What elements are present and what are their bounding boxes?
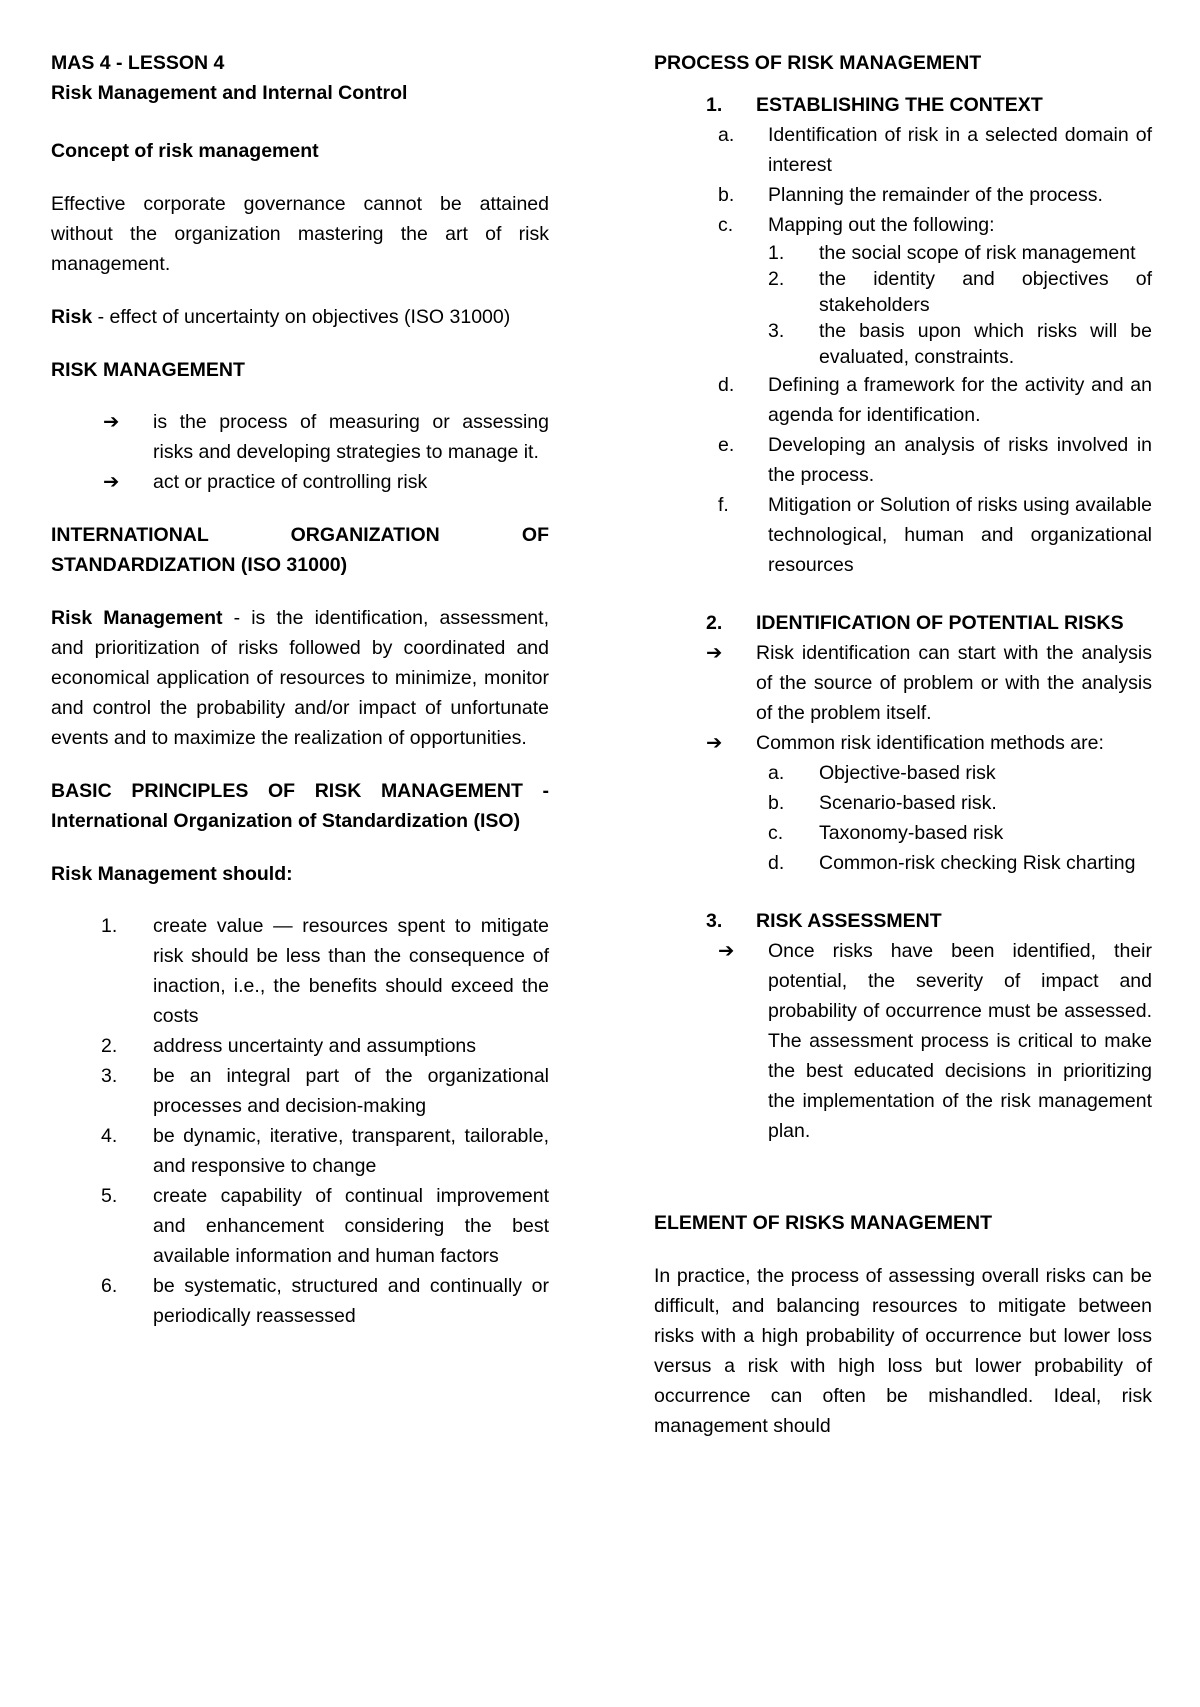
list-item: 1. create value — resources spent to mitigate risk should be less than the consequence of inaction, i.e., the benefits should exceed the costs bbox=[101, 915, 549, 1027]
list-item: ➔ Common risk identification methods are: bbox=[654, 728, 1152, 758]
risk-term: Risk bbox=[51, 306, 93, 328]
list-item: d. Common-risk checking Risk charting bbox=[768, 852, 1136, 874]
element-heading: ELEMENT OF RISKS MANAGEMENT bbox=[654, 1212, 993, 1234]
list-item: 6. be systematic, structured and continually or periodically reassessed bbox=[101, 1275, 549, 1327]
list-item: ➔ Once risks have been identified, their potential, the severity of impact and probability of occurrence must be assessed. The assessment process is critical to make the best educated decisions in prioritizing the implementation of the risk management plan. bbox=[654, 936, 1152, 1146]
subject-title: Risk Management and Internal Control bbox=[51, 82, 408, 104]
list-item: 1. the social scope of risk management bbox=[768, 242, 1136, 264]
list-item: 4. be dynamic, iterative, transparent, tailorable, and responsive to change bbox=[101, 1125, 549, 1177]
concept-heading: Concept of risk management bbox=[51, 140, 319, 162]
arrow-icon bbox=[706, 728, 722, 758]
rm-heading: RISK MANAGEMENT bbox=[51, 359, 245, 381]
iso-definition bbox=[51, 603, 549, 753]
list-item: 5. create capability of continual improvement and enhancement considering the best available information and human factors bbox=[101, 1185, 549, 1267]
risk-definition bbox=[51, 302, 549, 332]
process-heading: PROCESS OF RISK MANAGEMENT bbox=[654, 52, 982, 74]
left-column bbox=[51, 48, 549, 1331]
list-item: b. Scenario-based risk. bbox=[768, 792, 997, 814]
list-item: 3. the basis upon which risks will be evaluated, constraints. bbox=[768, 320, 1152, 368]
course-title: MAS 4 - LESSON 4 bbox=[51, 52, 225, 74]
list-item: c. Mapping out the following: bbox=[718, 214, 995, 236]
list-item: 2. address uncertainty and assumptions bbox=[101, 1035, 477, 1057]
risk-def: - effect of uncertainty on objectives (ISO 31000) bbox=[92, 306, 511, 328]
list-item: ➔ Risk identification can start with the analysis of the source of problem or with the analysis of the problem itself. bbox=[654, 638, 1152, 728]
list-item: a. Objective-based risk bbox=[768, 762, 996, 784]
list-item: ➔ act or practice of controlling risk bbox=[51, 467, 549, 497]
arrow-icon bbox=[718, 936, 734, 966]
list-item: 3. be an integral part of the organizational processes and decision-making bbox=[101, 1065, 549, 1117]
rm-bullet-list bbox=[51, 407, 549, 497]
arrow-icon bbox=[103, 407, 119, 437]
section-1-heading: 1. ESTABLISHING THE CONTEXT bbox=[706, 94, 1043, 116]
list-item: e. Developing an analysis of risks involved in the process. bbox=[718, 434, 1152, 486]
list-item: a. Identification of risk in a selected domain of interest bbox=[718, 124, 1152, 176]
list-item: b. Planning the remainder of the process. bbox=[718, 184, 1103, 206]
iso-def: - is the identification, assessment, and prioritization of risks followed by coordinated and economical application of resources to minimize, monitor and control the probability and/or impact of unfortunate events and to maximize the realization of opportunities. bbox=[51, 607, 549, 749]
arrow-icon bbox=[103, 467, 119, 497]
should-heading: Risk Management should: bbox=[51, 863, 293, 885]
concept-text: Effective corporate governance cannot be attained without the organization mastering the art of risk management. bbox=[51, 193, 549, 275]
list-item: 2. the identity and objectives of stakeholders bbox=[768, 268, 1152, 316]
iso-heading: INTERNATIONAL ORGANIZATION OF STANDARDIZATION (ISO 31000) bbox=[51, 524, 549, 576]
iso-term: Risk Management bbox=[51, 607, 223, 629]
element-text: In practice, the process of assessing overall risks can be difficult, and balancing resources to mitigate between risks with a high probability of occurrence but lower loss versus a risk with high loss but lower probability of occurrence can often be mishandled. Ideal, risk management should bbox=[654, 1265, 1152, 1437]
arrow-icon bbox=[706, 638, 722, 668]
list-item: ➔ is the process of measuring or assessing risks and developing strategies to manage it. bbox=[51, 407, 549, 467]
list-item: d. Defining a framework for the activity and an agenda for identification. bbox=[718, 374, 1152, 426]
list-item: c. Taxonomy-based risk bbox=[768, 822, 1004, 844]
list-item: f. Mitigation or Solution of risks using available technological, human and organizational resources bbox=[718, 494, 1152, 576]
right-column bbox=[654, 48, 1152, 1441]
section-3-heading: 3. RISK ASSESSMENT bbox=[706, 910, 942, 932]
section-2-heading: 2. IDENTIFICATION OF POTENTIAL RISKS bbox=[706, 612, 1124, 634]
principles-list bbox=[51, 911, 549, 1331]
principles-heading: BASIC PRINCIPLES OF RISK MANAGEMENT - International Organization of Standardization (ISO) bbox=[51, 780, 549, 832]
